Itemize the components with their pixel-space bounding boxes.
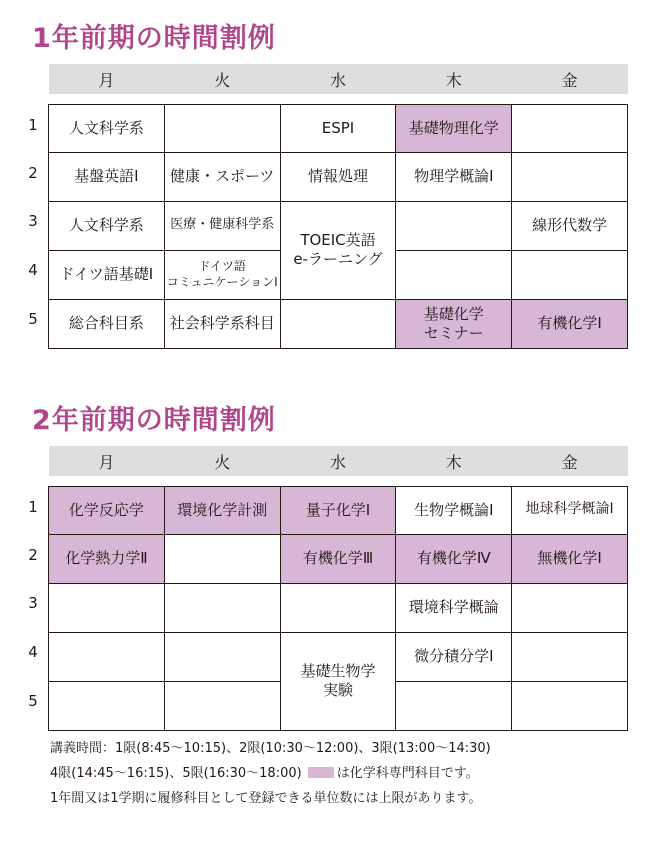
course-cell: 微分積分学Ⅰ xyxy=(396,632,512,681)
empty-cell xyxy=(512,152,628,201)
course-cell: 人文科学系 xyxy=(49,104,165,152)
course-cell: 医療・健康科学系 xyxy=(164,201,280,250)
year2-day-header-row xyxy=(49,446,628,476)
empty-cell xyxy=(512,250,628,299)
period-number: 3 xyxy=(28,594,38,612)
empty-cell xyxy=(280,583,396,632)
chem-legend-swatch xyxy=(308,767,334,778)
day-header-tue: 火 xyxy=(164,64,280,94)
chem-course-cell: 環境化学計測 xyxy=(164,486,280,534)
day-header-wed: 水 xyxy=(280,64,396,94)
empty-cell xyxy=(396,681,512,730)
period-number: 1 xyxy=(28,498,38,516)
course-cell-merged xyxy=(280,201,396,299)
course-cell: ドイツ語基礎Ⅰ xyxy=(49,250,165,299)
day-header-mon: 月 xyxy=(49,446,165,476)
period-number: 4 xyxy=(28,643,38,661)
period-number: 1 xyxy=(28,116,38,134)
year2-row-2 xyxy=(49,534,628,583)
course-cell: 環境科学概論 xyxy=(396,583,512,632)
chem-course-cell xyxy=(396,299,512,348)
course-line: セミナー xyxy=(423,323,484,342)
lecture-times-line-2 xyxy=(50,761,491,786)
period-number: 5 xyxy=(28,310,38,328)
course-line: 実験 xyxy=(322,681,353,699)
empty-cell xyxy=(164,583,280,632)
lecture-times-line-1: 講義時間：1限(8:45〜10:15)、2限(10:30〜12:00)、3限(13:00〜14:30) xyxy=(50,741,491,756)
day-header-fri: 金 xyxy=(512,446,628,476)
year1-day-header-row xyxy=(49,64,628,94)
year2-row-4 xyxy=(49,632,628,681)
empty-cell xyxy=(512,681,628,730)
empty-cell xyxy=(164,632,280,681)
period-number: 5 xyxy=(28,692,38,710)
course-line: 基礎化学 xyxy=(423,304,484,323)
empty-cell xyxy=(49,632,165,681)
period-number: 2 xyxy=(28,546,38,564)
empty-cell xyxy=(512,104,628,152)
year1-title: 1年前期の時間割例 xyxy=(32,23,276,54)
chem-course-cell: 化学熱力学Ⅱ xyxy=(49,534,165,583)
empty-cell xyxy=(164,534,280,583)
day-header-mon: 月 xyxy=(49,64,165,94)
course-cell xyxy=(164,250,280,299)
empty-cell xyxy=(49,681,165,730)
day-header-wed: 水 xyxy=(280,446,396,476)
course-line: e-ラーニング xyxy=(293,250,383,268)
chem-course-cell: 量子化学Ⅰ xyxy=(280,486,396,534)
chem-course-cell: 有機化学Ⅰ xyxy=(512,299,628,348)
chem-course-cell: 無機化学Ⅰ xyxy=(512,534,628,583)
empty-cell xyxy=(280,299,396,348)
year1-timetable xyxy=(48,64,628,349)
year1-row-3 xyxy=(49,201,628,250)
chem-course-cell: 化学反応学 xyxy=(49,486,165,534)
course-line: TOEIC英語 xyxy=(300,231,376,250)
course-line: コミュニケーションⅠ xyxy=(166,274,278,289)
chem-course-cell: 有機化学Ⅲ xyxy=(280,534,396,583)
empty-cell xyxy=(396,250,512,299)
year1-row-1 xyxy=(49,104,628,152)
course-cell: 線形代数学 xyxy=(512,201,628,250)
course-cell: 情報処理 xyxy=(280,152,396,201)
course-cell: 基盤英語Ⅰ xyxy=(49,152,165,201)
chem-course-cell: 基礎物理化学 xyxy=(396,104,512,152)
course-line: 基礎生物学 xyxy=(300,662,376,681)
course-cell: 総合科目系 xyxy=(49,299,165,348)
empty-cell xyxy=(49,583,165,632)
course-cell: 社会科学系科目 xyxy=(164,299,280,348)
day-header-thu: 木 xyxy=(396,64,512,94)
course-line: ドイツ語 xyxy=(198,258,246,273)
period-number: 4 xyxy=(28,261,38,279)
empty-cell xyxy=(164,104,280,152)
year2-title: 2年前期の時間割例 xyxy=(32,405,276,436)
day-header-tue: 火 xyxy=(164,446,280,476)
empty-cell xyxy=(164,681,280,730)
day-header-thu: 木 xyxy=(396,446,512,476)
course-cell: 生物学概論Ⅰ xyxy=(396,486,512,534)
day-header-fri: 金 xyxy=(512,64,628,94)
course-cell: ESPⅠ xyxy=(280,104,396,152)
empty-cell xyxy=(512,632,628,681)
course-cell: 健康・スポーツ xyxy=(164,152,280,201)
year2-timetable xyxy=(48,446,628,731)
chem-course-cell: 有機化学Ⅳ xyxy=(396,534,512,583)
empty-cell xyxy=(396,201,512,250)
year1-row-5 xyxy=(49,299,628,348)
credit-limit-note: 1年間又は1学期に履修科目として登録できる単位数には上限があります。 xyxy=(50,791,482,806)
notes xyxy=(50,736,491,811)
course-cell: 地球科学概論Ⅰ xyxy=(512,486,628,534)
period-number: 2 xyxy=(28,164,38,182)
course-cell-merged xyxy=(280,632,396,730)
empty-cell xyxy=(512,583,628,632)
course-cell: 人文科学系 xyxy=(49,201,165,250)
chem-legend-text: は化学科専門科目です。 xyxy=(336,766,479,781)
course-cell: 物理学概論Ⅰ xyxy=(396,152,512,201)
year1-row-2 xyxy=(49,152,628,201)
period-number: 3 xyxy=(28,212,38,230)
lecture-times-text: 4限(14:45〜16:15)、5限(16:30〜18:00) xyxy=(50,766,302,781)
year2-row-1 xyxy=(49,486,628,534)
year2-row-3 xyxy=(49,583,628,632)
